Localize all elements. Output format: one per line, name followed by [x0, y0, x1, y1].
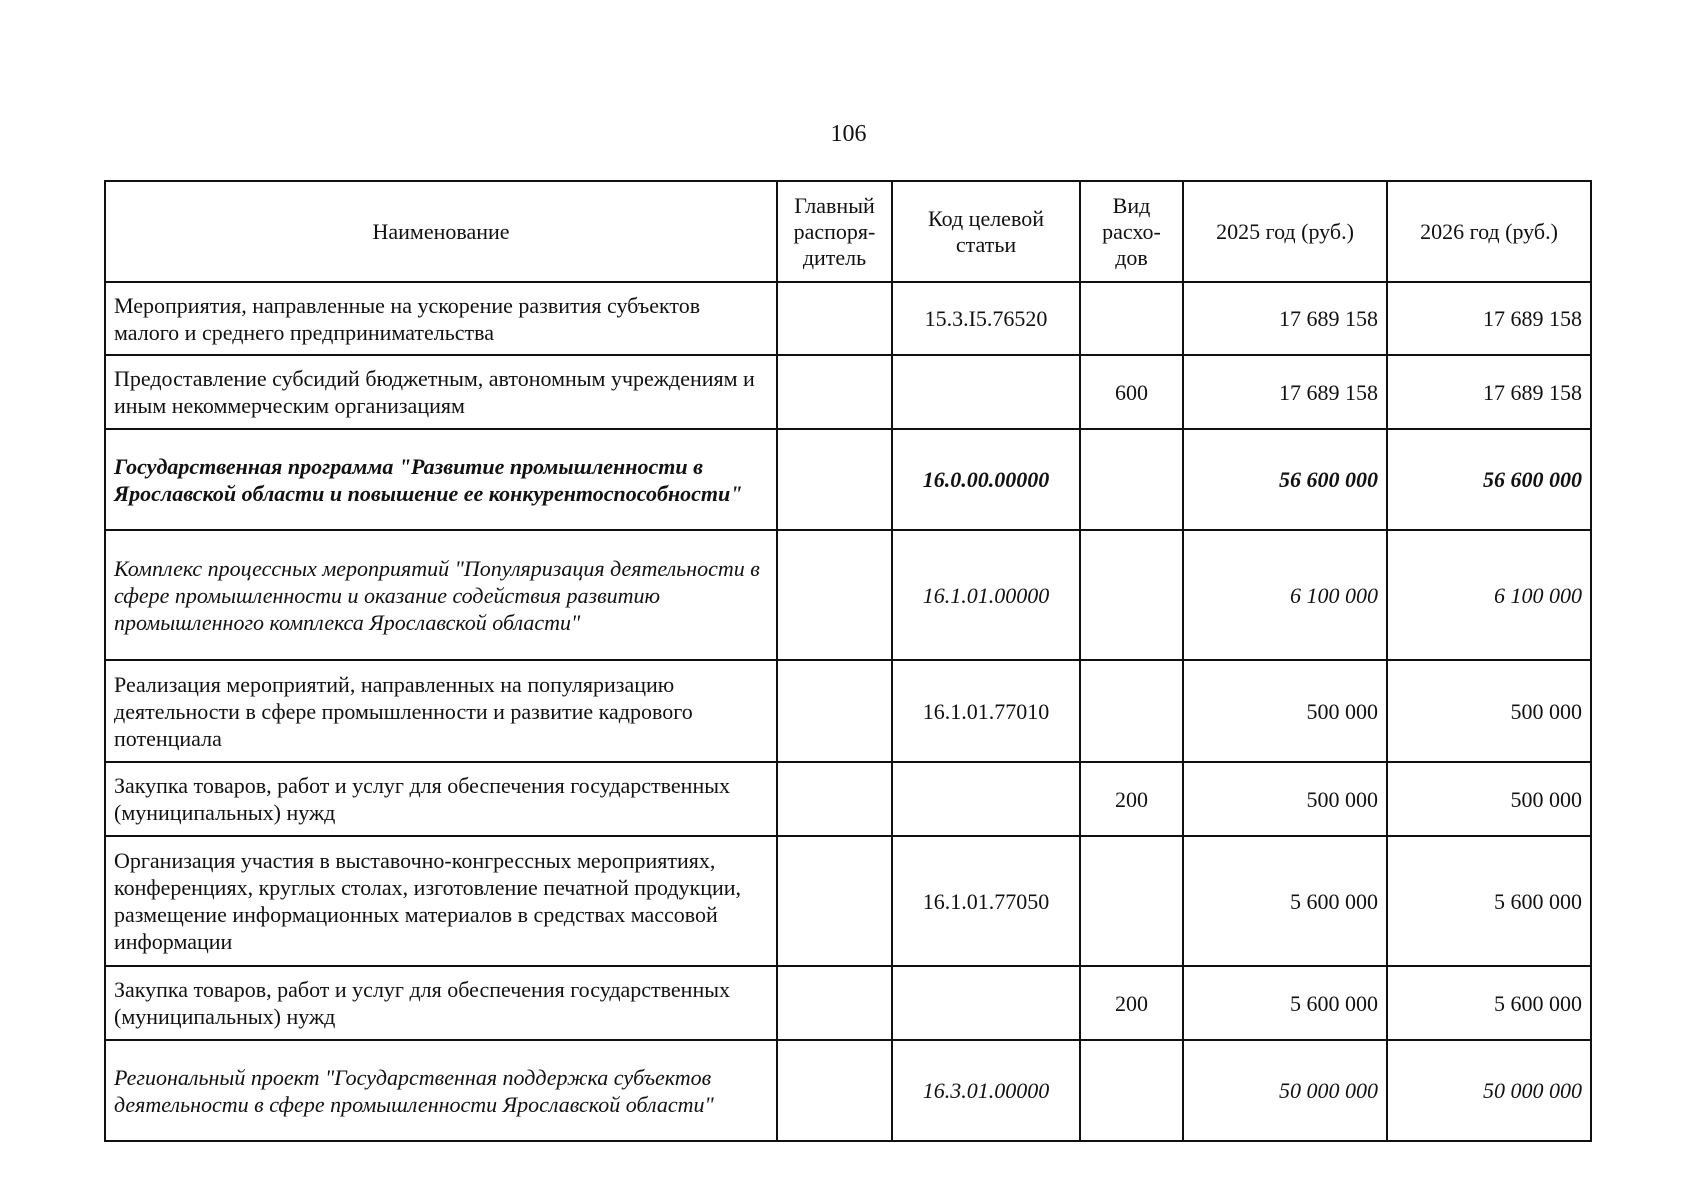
cell-2026: 5 600 000	[1387, 836, 1591, 966]
cell-name: Закупка товаров, работ и услуг для обеспечения государственных (муниципальных) нужд	[105, 762, 777, 836]
table-row	[105, 966, 1591, 1040]
cell-2026: 17 689 158	[1387, 282, 1591, 355]
cell-vid	[1080, 282, 1183, 355]
cell-code: 16.1.01.00000	[892, 530, 1080, 660]
header-code: Код целевой статьи	[892, 181, 1080, 282]
cell-2026: 50 000 000	[1387, 1040, 1591, 1141]
cell-name: Государственная программа "Развитие промышленности в Ярославской области и повышение ее конкурентоспособности"	[105, 429, 777, 530]
cell-name: Мероприятия, направленные на ускорение развития субъектов малого и среднего предпринимательства	[105, 282, 777, 355]
cell-2026: 500 000	[1387, 660, 1591, 762]
cell-2025: 500 000	[1183, 762, 1387, 836]
budget-table	[104, 180, 1592, 1142]
cell-code: 15.3.I5.76520	[892, 282, 1080, 355]
cell-vid	[1080, 1040, 1183, 1141]
cell-2026: 6 100 000	[1387, 530, 1591, 660]
cell-vid: 200	[1080, 762, 1183, 836]
cell-2026: 56 600 000	[1387, 429, 1591, 530]
table-row	[105, 530, 1591, 660]
cell-code: 16.1.01.77010	[892, 660, 1080, 762]
header-2026: 2026 год (руб.)	[1387, 181, 1591, 282]
cell-2026: 5 600 000	[1387, 966, 1591, 1040]
table-body	[105, 282, 1591, 1141]
cell-2025: 17 689 158	[1183, 355, 1387, 429]
cell-grbs	[777, 355, 892, 429]
cell-vid: 600	[1080, 355, 1183, 429]
cell-code	[892, 355, 1080, 429]
cell-code: 16.0.00.00000	[892, 429, 1080, 530]
cell-name: Организация участия в выставочно-конгрессных мероприятиях, конференциях, круглых столах, изготовление печатной продукции, размещение информационных материалов в средствах массовой информации	[105, 836, 777, 966]
cell-grbs	[777, 530, 892, 660]
cell-name: Комплекс процессных мероприятий "Популяризация деятельности в сфере промышленности и оказание содействия развитию промышленного комплекса Ярославской области"	[105, 530, 777, 660]
cell-vid	[1080, 429, 1183, 530]
cell-code: 16.3.01.00000	[892, 1040, 1080, 1141]
header-grbs: Главный распоря-дитель	[777, 181, 892, 282]
cell-2025: 500 000	[1183, 660, 1387, 762]
table-row	[105, 282, 1591, 355]
cell-vid: 200	[1080, 966, 1183, 1040]
cell-name: Реализация мероприятий, направленных на популяризацию деятельности в сфере промышленности и развитие кадрового потенциала	[105, 660, 777, 762]
cell-2026: 17 689 158	[1387, 355, 1591, 429]
cell-name: Региональный проект "Государственная поддержка субъектов деятельности в сфере промышленности Ярославской области"	[105, 1040, 777, 1141]
cell-grbs	[777, 762, 892, 836]
cell-2025: 5 600 000	[1183, 836, 1387, 966]
cell-2025: 56 600 000	[1183, 429, 1387, 530]
cell-code	[892, 966, 1080, 1040]
cell-2025: 17 689 158	[1183, 282, 1387, 355]
cell-2025: 5 600 000	[1183, 966, 1387, 1040]
header-2025: 2025 год (руб.)	[1183, 181, 1387, 282]
header-name: Наименование	[105, 181, 777, 282]
cell-2025: 50 000 000	[1183, 1040, 1387, 1141]
table-row	[105, 355, 1591, 429]
cell-vid	[1080, 660, 1183, 762]
table-row	[105, 660, 1591, 762]
cell-grbs	[777, 836, 892, 966]
page-number: 106	[830, 121, 867, 147]
cell-grbs	[777, 966, 892, 1040]
cell-name: Закупка товаров, работ и услуг для обеспечения государственных (муниципальных) нужд	[105, 966, 777, 1040]
table-row	[105, 762, 1591, 836]
header-row	[105, 181, 1591, 282]
table-row	[105, 1040, 1591, 1141]
cell-grbs	[777, 1040, 892, 1141]
cell-vid	[1080, 530, 1183, 660]
cell-grbs	[777, 660, 892, 762]
cell-code	[892, 762, 1080, 836]
header-vid: Вид расхо-дов	[1080, 181, 1183, 282]
cell-code: 16.1.01.77050	[892, 836, 1080, 966]
table-row	[105, 429, 1591, 530]
cell-grbs	[777, 429, 892, 530]
cell-name: Предоставление субсидий бюджетным, автономным учреждениям и иным некоммерческим организациям	[105, 355, 777, 429]
cell-2026: 500 000	[1387, 762, 1591, 836]
cell-grbs	[777, 282, 892, 355]
cell-vid	[1080, 836, 1183, 966]
table-row	[105, 836, 1591, 966]
cell-2025: 6 100 000	[1183, 530, 1387, 660]
